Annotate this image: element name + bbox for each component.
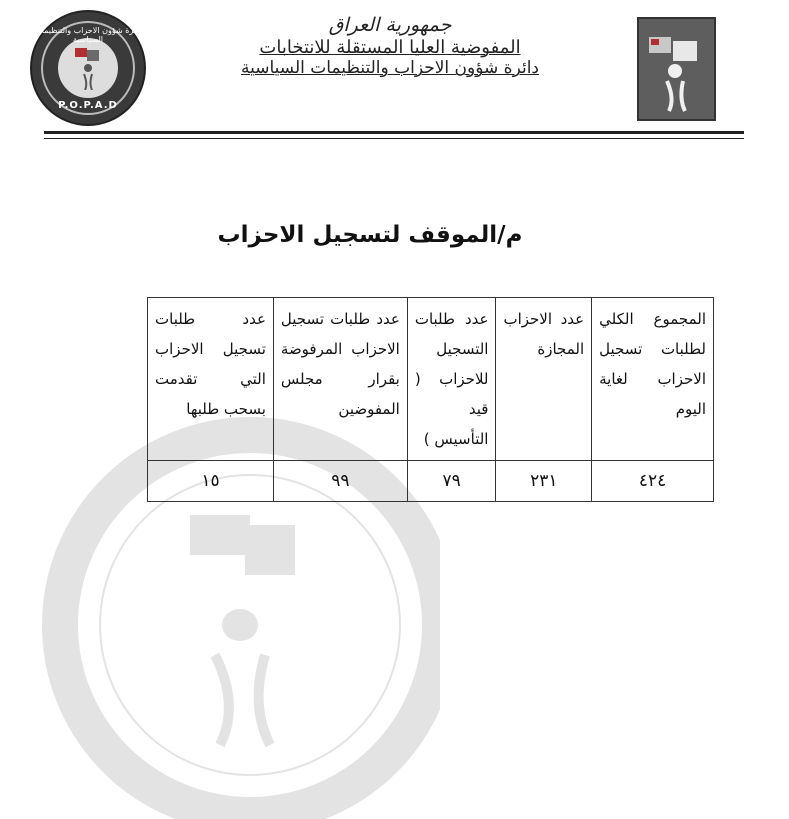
value-rejected-requests: ٩٩: [273, 461, 407, 502]
logo-arc-text: دائرة شؤون الاحزاب والتنظيمات السياسية: [34, 26, 142, 44]
document-title: م/الموقف لتسجيل الاحزاب: [217, 222, 523, 248]
col-under-establishment: عدد طلبات التسجيل للاحزاب ( قيد التأسيس ): [407, 298, 496, 461]
letterhead: [170, 14, 610, 79]
logo-acronym: P.O.P.A.D: [58, 100, 118, 111]
ballot-box-icon: [639, 19, 714, 119]
value-under-establishment: ٧٩: [407, 461, 496, 502]
value-approved-parties: ٢٣١: [496, 461, 592, 502]
col-approved-parties: عدد الاحزاب المجازة: [496, 298, 592, 461]
value-withdrawn-requests: ١٥: [148, 461, 274, 502]
letterhead-department: دائرة شؤون الاحزاب والتنظيمات السياسية: [240, 58, 539, 79]
letterhead-commission: المفوضية العليا المستقلة للانتخابات: [259, 36, 521, 58]
col-rejected-requests: عدد طلبات تسجيل الاحزاب المرفوضة بقرار مجلس المفوضين: [273, 298, 407, 461]
col-withdrawn-requests: عدد طلبات تسجيل الاحزاب التي تقدمت بسحب طلبها: [148, 298, 274, 461]
table-row: [148, 461, 714, 502]
commission-logo: [637, 17, 716, 121]
party-registration-table: [147, 297, 714, 502]
popad-logo: [30, 10, 146, 126]
header-rule-thick: [44, 131, 744, 134]
value-total-requests: ٤٢٤: [592, 461, 714, 502]
col-total-requests: المجموع الكلي لطلبات تسجيل الاحزاب لغاية اليوم: [592, 298, 714, 461]
table-header-row: [148, 298, 714, 461]
header-rule-thin: [44, 138, 744, 139]
letterhead-country: جمهورية العراق: [328, 14, 452, 36]
ballot-figure-icon: [73, 48, 103, 90]
